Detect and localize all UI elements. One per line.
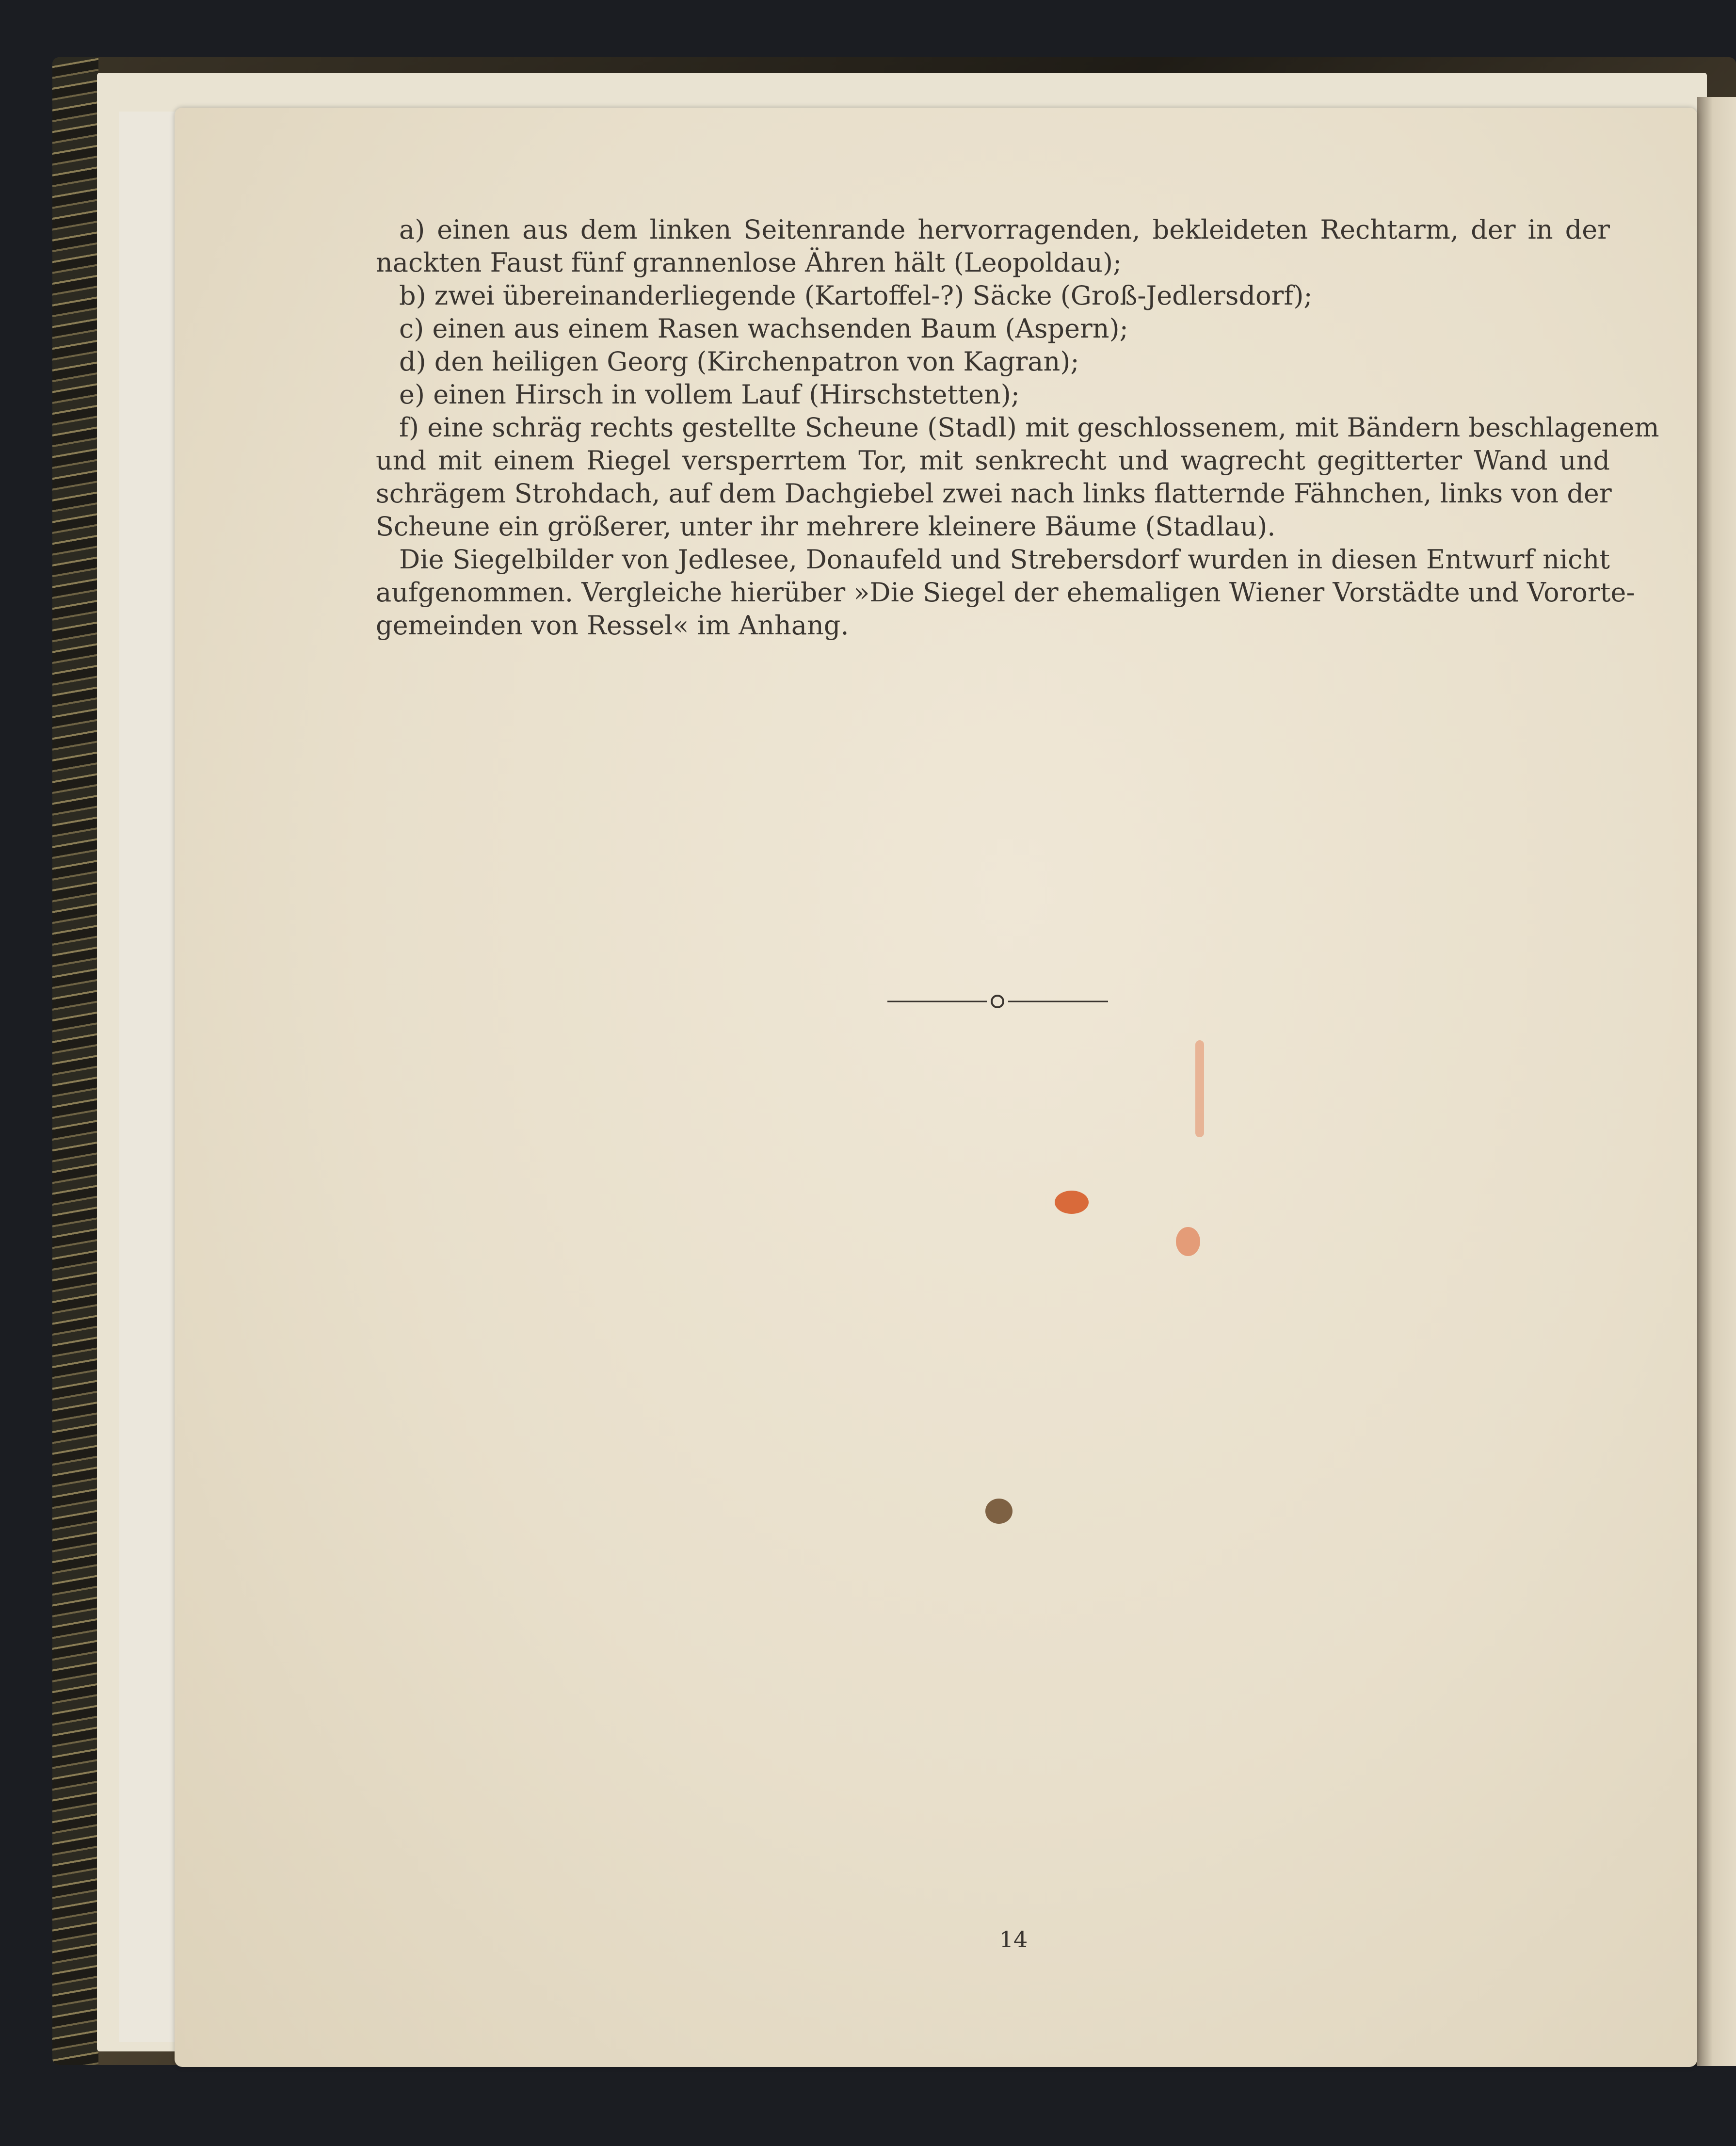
body-text (376, 213, 1659, 642)
text-line: und mit einem Riegel versperrtem Tor, mit senkrecht und wagrecht gegitterter Wand und (376, 445, 1610, 476)
text-line: d) den heiligen Georg (Kirchenpatron von Kagran); (399, 346, 1079, 377)
text-line: gemeinden von Ressel« im Anhang. (376, 610, 849, 641)
text-line: Scheune ein größerer, unter ihr mehrere kleinere Bäume (Stadlau). (376, 511, 1276, 542)
page-number: 14 (999, 1926, 1028, 1952)
text-line: schrägem Strohdach, auf dem Dachgiebel zwei nach links flatternde Fähnchen, links von der (376, 478, 1612, 509)
ink-streak (1195, 1040, 1204, 1137)
text-line: f) eine schräg rechts gestellte Scheune (Stadl) mit geschlossenem, mit Bändern beschlagenem (399, 412, 1659, 443)
text-line: Die Siegelbilder von Jedlesee, Donaufeld und Strebersdorf wurden in diesen Entwurf nicht (399, 544, 1610, 575)
text-line: c) einen aus einem Rasen wachsenden Baum (Aspern); (399, 313, 1128, 344)
ink-stain (1176, 1227, 1200, 1256)
text-line: nackten Faust fünf grannenlose Ähren hält (Leopoldau); (376, 247, 1122, 278)
facing-page-edge (1697, 97, 1736, 2066)
ink-stain (985, 1499, 1013, 1524)
ink-stain (1055, 1191, 1089, 1214)
text-line: a) einen aus dem linken Seitenrande hervorragenden, bekleideten Rechtarm, der in der (399, 214, 1610, 245)
text-line: e) einen Hirsch in vollem Lauf (Hirschstetten); (399, 379, 1020, 410)
section-divider-ornament (887, 992, 1108, 1011)
text-line: b) zwei übereinanderliegende (Kartoffel-?) Säcke (Groß-Jedlersdorf); (399, 280, 1313, 311)
text-line: aufgenommen. Vergleiche hierüber »Die Siegel der ehemaligen Wiener Vorstädte und Vororte- (376, 577, 1635, 608)
marbled-cover-edge (52, 57, 98, 2065)
